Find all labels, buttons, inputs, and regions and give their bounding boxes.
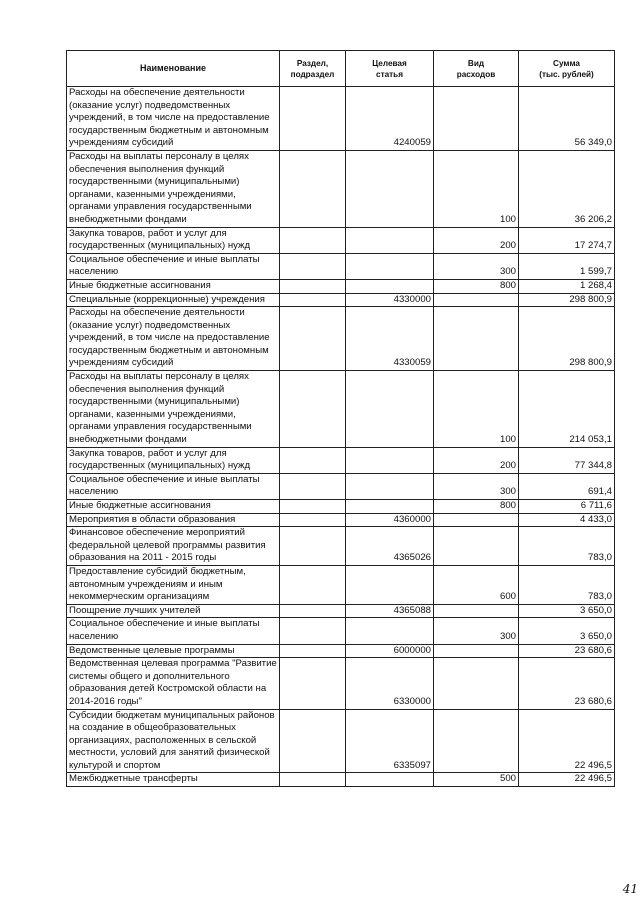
cell-type: 800 bbox=[434, 500, 519, 514]
cell-sum: 22 496,5 bbox=[519, 709, 615, 773]
cell-sum: 22 496,5 bbox=[519, 773, 615, 787]
cell-section bbox=[280, 87, 346, 151]
cell-sum: 56 349,0 bbox=[519, 87, 615, 151]
cell-section bbox=[280, 150, 346, 227]
cell-type: 300 bbox=[434, 253, 519, 279]
table-row bbox=[67, 644, 615, 658]
cell-section bbox=[280, 227, 346, 253]
cell-sum: 3 650,0 bbox=[519, 604, 615, 618]
cell-section bbox=[280, 618, 346, 644]
table-row bbox=[67, 279, 615, 293]
table-row bbox=[67, 253, 615, 279]
cell-section bbox=[280, 447, 346, 473]
page-number: 41 bbox=[622, 882, 638, 896]
cell-article bbox=[346, 279, 434, 293]
cell-sum: 691,4 bbox=[519, 473, 615, 499]
cell-article: 6000000 bbox=[346, 644, 434, 658]
cell-type bbox=[434, 293, 519, 307]
cell-type bbox=[434, 87, 519, 151]
cell-name: Расходы на выплаты персоналу в целях обеспечения выполнения функций государственными (муниципальными) органами, казенными учреждениями, органами управления государственными внебюджетными фондами bbox=[67, 150, 280, 227]
cell-article bbox=[346, 371, 434, 448]
cell-section bbox=[280, 658, 346, 709]
cell-article: 4240059 bbox=[346, 87, 434, 151]
header-type bbox=[434, 51, 519, 87]
cell-name: Предоставление субсидий бюджетным, автономным учреждениям и иным некоммерческим организациям bbox=[67, 565, 280, 604]
cell-article bbox=[346, 618, 434, 644]
cell-name: Социальное обеспечение и иные выплаты населению bbox=[67, 473, 280, 499]
cell-section bbox=[280, 513, 346, 527]
cell-type: 500 bbox=[434, 773, 519, 787]
table-row bbox=[67, 307, 615, 371]
cell-type: 600 bbox=[434, 565, 519, 604]
cell-sum: 77 344,8 bbox=[519, 447, 615, 473]
table-row bbox=[67, 473, 615, 499]
cell-type bbox=[434, 307, 519, 371]
cell-article: 6335097 bbox=[346, 709, 434, 773]
cell-article bbox=[346, 473, 434, 499]
cell-name: Расходы на обеспечение деятельности (оказание услуг) подведомственных учреждений, в том числе на предоставление государственным бюджетным и автономным учреждениям субсидий bbox=[67, 87, 280, 151]
table-row bbox=[67, 500, 615, 514]
table-header bbox=[67, 51, 615, 87]
cell-name: Иные бюджетные ассигнования bbox=[67, 279, 280, 293]
table-row bbox=[67, 527, 615, 566]
cell-section bbox=[280, 604, 346, 618]
table-row bbox=[67, 371, 615, 448]
cell-type bbox=[434, 527, 519, 566]
cell-section bbox=[280, 253, 346, 279]
cell-type bbox=[434, 644, 519, 658]
cell-article bbox=[346, 500, 434, 514]
cell-type: 200 bbox=[434, 227, 519, 253]
header-sum bbox=[519, 51, 615, 87]
cell-type: 300 bbox=[434, 473, 519, 499]
header-article-label: Целевая статья bbox=[372, 58, 407, 79]
cell-sum: 298 800,9 bbox=[519, 293, 615, 307]
cell-name: Закупка товаров, работ и услуг для государственных (муниципальных) нужд bbox=[67, 447, 280, 473]
cell-sum: 783,0 bbox=[519, 565, 615, 604]
cell-name: Финансовое обеспечение мероприятий федеральной целевой программы развития образования на 2011 - 2015 годы bbox=[67, 527, 280, 566]
cell-article: 4365026 bbox=[346, 527, 434, 566]
header-article bbox=[346, 51, 434, 87]
cell-name: Мероприятия в области образования bbox=[67, 513, 280, 527]
cell-article bbox=[346, 773, 434, 787]
table-row bbox=[67, 447, 615, 473]
cell-name: Закупка товаров, работ и услуг для государственных (муниципальных) нужд bbox=[67, 227, 280, 253]
cell-name: Ведомственные целевые программы bbox=[67, 644, 280, 658]
table-row bbox=[67, 513, 615, 527]
table-row bbox=[67, 709, 615, 773]
cell-type bbox=[434, 513, 519, 527]
cell-name: Иные бюджетные ассигнования bbox=[67, 500, 280, 514]
cell-article bbox=[346, 447, 434, 473]
table-row bbox=[67, 658, 615, 709]
cell-sum: 17 274,7 bbox=[519, 227, 615, 253]
cell-sum: 214 053,1 bbox=[519, 371, 615, 448]
table-row bbox=[67, 87, 615, 151]
table-row bbox=[67, 618, 615, 644]
cell-article: 4365088 bbox=[346, 604, 434, 618]
cell-sum: 3 650,0 bbox=[519, 618, 615, 644]
cell-section bbox=[280, 709, 346, 773]
cell-section bbox=[280, 293, 346, 307]
cell-sum: 23 680,6 bbox=[519, 644, 615, 658]
cell-article bbox=[346, 227, 434, 253]
cell-section bbox=[280, 371, 346, 448]
cell-article bbox=[346, 150, 434, 227]
cell-section bbox=[280, 644, 346, 658]
cell-article: 4360000 bbox=[346, 513, 434, 527]
cell-section bbox=[280, 473, 346, 499]
table-row bbox=[67, 150, 615, 227]
header-name: Наименование bbox=[67, 51, 280, 87]
cell-sum: 4 433,0 bbox=[519, 513, 615, 527]
cell-article bbox=[346, 565, 434, 604]
cell-article: 4330000 bbox=[346, 293, 434, 307]
cell-section bbox=[280, 773, 346, 787]
cell-type bbox=[434, 709, 519, 773]
cell-type bbox=[434, 604, 519, 618]
table-row bbox=[67, 773, 615, 787]
cell-section bbox=[280, 500, 346, 514]
cell-type: 300 bbox=[434, 618, 519, 644]
cell-name: Поощрение лучших учителей bbox=[67, 604, 280, 618]
header-type-label: Вид расходов bbox=[456, 58, 496, 79]
cell-article bbox=[346, 253, 434, 279]
cell-name: Ведомственная целевая программа "Развитие системы общего и дополнительного образования детей Костромской области на 2014-2016 годы" bbox=[67, 658, 280, 709]
cell-sum: 23 680,6 bbox=[519, 658, 615, 709]
cell-sum: 1 268,4 bbox=[519, 279, 615, 293]
budget-table bbox=[66, 50, 615, 787]
cell-sum: 783,0 bbox=[519, 527, 615, 566]
cell-type: 200 bbox=[434, 447, 519, 473]
cell-name: Расходы на выплаты персоналу в целях обеспечения выполнения функций государственными (муниципальными) органами, казенными учреждениями, органами управления государственными внебюджетными фондами bbox=[67, 371, 280, 448]
table-row bbox=[67, 565, 615, 604]
cell-name: Субсидии бюджетам муниципальных районов на создание в общеобразовательных организациях, расположенных в сельской местности, условий для занятий физической культурой и спортом bbox=[67, 709, 280, 773]
cell-name: Расходы на обеспечение деятельности (оказание услуг) подведомственных учреждений, в том числе на предоставление государственным бюджетным и автономным учреждениям субсидий bbox=[67, 307, 280, 371]
table-row bbox=[67, 293, 615, 307]
cell-sum: 1 599,7 bbox=[519, 253, 615, 279]
table-body bbox=[67, 87, 615, 787]
header-row bbox=[67, 51, 615, 87]
cell-type: 100 bbox=[434, 150, 519, 227]
cell-sum: 298 800,9 bbox=[519, 307, 615, 371]
table-row bbox=[67, 227, 615, 253]
cell-type: 800 bbox=[434, 279, 519, 293]
cell-sum: 6 711,6 bbox=[519, 500, 615, 514]
cell-section bbox=[280, 279, 346, 293]
header-section-label: Раздел, подраздел bbox=[290, 58, 335, 79]
header-sum-label: Сумма (тыс. рублей) bbox=[539, 58, 594, 79]
cell-name: Социальное обеспечение и иные выплаты населению bbox=[67, 253, 280, 279]
cell-section bbox=[280, 307, 346, 371]
cell-section bbox=[280, 565, 346, 604]
cell-sum: 36 206,2 bbox=[519, 150, 615, 227]
cell-name: Социальное обеспечение и иные выплаты населению bbox=[67, 618, 280, 644]
header-section bbox=[280, 51, 346, 87]
cell-type: 100 bbox=[434, 371, 519, 448]
cell-name: Межбюджетные трансферты bbox=[67, 773, 280, 787]
table-row bbox=[67, 604, 615, 618]
cell-type bbox=[434, 658, 519, 709]
cell-article: 4330059 bbox=[346, 307, 434, 371]
cell-article: 6330000 bbox=[346, 658, 434, 709]
cell-name: Специальные (коррекционные) учреждения bbox=[67, 293, 280, 307]
cell-section bbox=[280, 527, 346, 566]
